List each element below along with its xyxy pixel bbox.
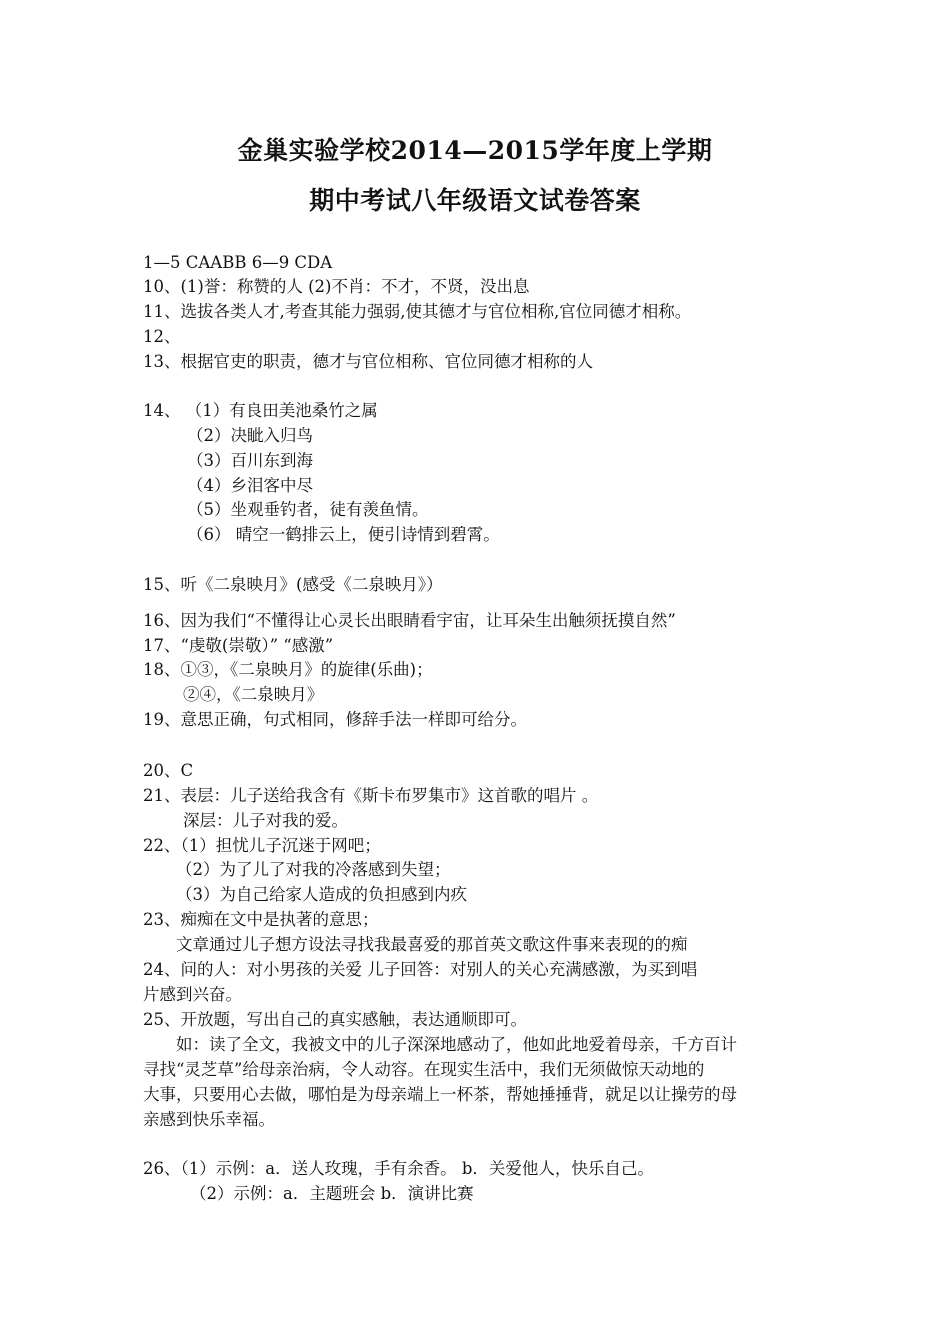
answer-line-14-3: （3）百川东到海 xyxy=(187,451,313,470)
answer-line-14-6: （6） 晴空一鹤排云上，便引诗情到碧霄。 xyxy=(187,525,500,544)
answer-line-15: 15、听《二泉映月》(感受《二泉映月》） xyxy=(143,575,443,594)
answer-line-25-5: 亲感到快乐幸福。 xyxy=(143,1110,275,1129)
answer-line-17: 17、“虔敬(崇敬）” “感激” xyxy=(143,636,334,655)
answer-line-1-9: 1—5 CAABB 6—9 CDA xyxy=(143,253,333,272)
answer-line-21-1: 21、表层：儿子送给我含有《斯卡布罗集市》这首歌的唱片 。 xyxy=(143,786,599,805)
answer-line-22-1: 22、（1）担忧儿子沉迷于网吧； xyxy=(143,836,381,855)
answer-line-22-3: （3）为自己给家人造成的负担感到内疚 xyxy=(176,885,467,904)
answer-line-23-1: 23、痴痴在文中是执著的意思； xyxy=(143,910,379,929)
answer-line-25-3: 寻找“灵芝草”给母亲治病，令人动容。在现实生活中，我们无须做惊天动地的 xyxy=(143,1060,705,1079)
answer-line-25-2: 如：读了全文，我被文中的儿子深深地感动了，他如此地爱着母亲，千方百计 xyxy=(176,1035,737,1054)
answer-line-14-2: （2）决眦入归鸟 xyxy=(187,426,313,445)
answer-line-26-1: 26、（1）示例：a．送人玫瑰，手有余香。 b．关爱他人，快乐自己。 xyxy=(143,1159,654,1178)
answer-line-12: 12、 xyxy=(143,327,181,346)
answer-line-25-4: 大事，只要用心去做，哪怕是为母亲端上一杯茶，帮她捶捶背，就足以让操劳的母 xyxy=(143,1085,737,1104)
answer-line-23-2: 文章通过儿子想方设法寻找我最喜爱的那首英文歌这件事来表现的的痴 xyxy=(176,935,688,954)
answer-line-10: 10、(1)誉：称赞的人 (2)不肖：不才，不贤，没出息 xyxy=(143,277,530,296)
answer-line-16: 16、因为我们“不懂得让心灵长出眼睛看宇宙，让耳朵生出触须抚摸自然” xyxy=(143,611,676,630)
answer-line-14-1: 14、 （1）有良田美池桑竹之属 xyxy=(143,401,378,420)
answer-line-14-4: （4）乡泪客中尽 xyxy=(187,476,313,495)
answer-line-26-2: （2）示例：a．主题班会 b．演讲比赛 xyxy=(190,1184,474,1203)
document-title-line2: 期中考试八年级语文试卷答案 xyxy=(309,186,641,215)
document-title-line1: 金巢实验学校2014—2015学年度上学期 xyxy=(237,136,713,165)
answer-line-18-2: ②④，《二泉映月》 xyxy=(183,685,324,704)
answer-line-24-2: 片感到兴奋。 xyxy=(143,985,242,1004)
answer-line-25-1: 25、开放题，写出自己的真实感触，表达通顺即可。 xyxy=(143,1010,527,1029)
answer-line-14-5: （5）坐观垂钓者，徒有羡鱼情。 xyxy=(187,500,429,519)
answer-line-18-1: 18、①③，《二泉映月》的旋律(乐曲)； xyxy=(143,660,433,679)
answer-line-24-1: 24、问的人：对小男孩的关爱 儿子回答：对别人的关心充满感激，为买到唱 xyxy=(143,960,698,979)
answer-line-22-2: （2）为了儿了对我的冷落感到失望； xyxy=(176,860,451,879)
answer-line-21-2: 深层：儿子对我的爱。 xyxy=(183,811,348,830)
answer-line-13: 13、根据官吏的职责，德才与官位相称、官位同德才相称的人 xyxy=(143,352,593,371)
answer-line-19: 19、意思正确，句式相同，修辞手法一样即可给分。 xyxy=(143,710,527,729)
answer-line-20: 20、C xyxy=(143,761,194,780)
answer-line-11: 11、选拔各类人才,考查其能力强弱,使其德才与官位相称,官位同德才相称。 xyxy=(143,302,692,321)
